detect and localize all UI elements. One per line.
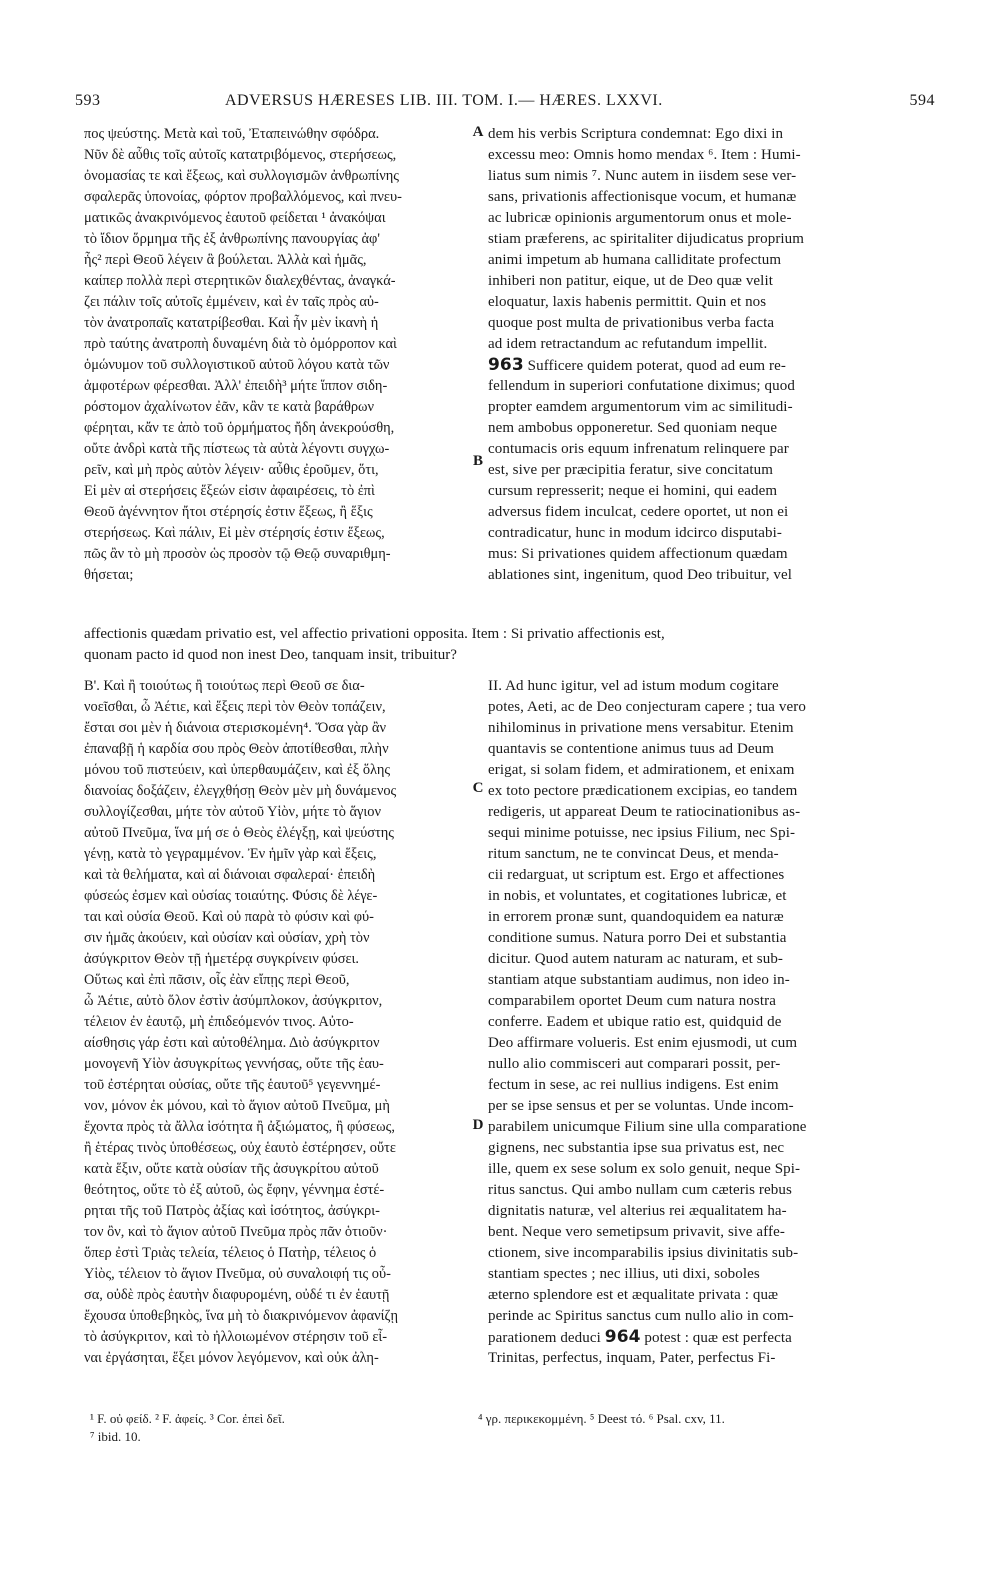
latin-text-line: fectum in sese, ac rei nullius indigens. Est enim [488, 1077, 779, 1093]
latin-text-line: liatus sum nimis ⁷. Nunc autem in iisdem sese ver- [488, 168, 797, 184]
latin-text-line: parationem deduci 964 potest : quæ est perfecta [488, 1327, 792, 1347]
greek-text-line: ζει πάλιν τοῖς αὐτοῖς ἐμμένειν, καὶ ἐν ταῖς πρὸς αὐ- [84, 294, 379, 310]
latin-text-line: conferre. Eadem et ubique ratio est, quidquid de [488, 1014, 782, 1030]
latin-text-line: stantiam spectes ; nec illius, uti dixi, soboles [488, 1266, 760, 1282]
greek-text-line: Εἰ μὲν αἱ στερήσεις ἕξεών εἰσιν ἀφαιρέσεις, τὸ ἐπὶ [84, 483, 375, 499]
greek-text-line: Β'. Καὶ ἢ τοιούτως ἢ τοιούτως περὶ Θεοῦ σε δια- [84, 678, 365, 694]
latin-text-line: propter eamdem argumentorum vim ac similitudi- [488, 399, 793, 415]
greek-text-line: Υἱὸς, τέλειον τὸ ἅγιον Πνεῦμα, οὐ συναλοιφή τις οὖ- [84, 1266, 391, 1282]
greek-text-line: αὐτοῦ Πνεῦμα, ἵνα μή σε ὁ Θεὸς ἐλέγξῃ, καὶ ψεύστης [84, 825, 394, 841]
greek-text-line: νον, μόνον ἐκ μόνου, καὶ τὸ ἅγιον αὐτοῦ Πνεῦμα, μὴ [84, 1098, 390, 1114]
latin-text-line: in errorem pronæ sunt, quandoquidem ea naturæ [488, 909, 784, 925]
greek-text-line: ἔσται σοι μὲν ἡ διάνοια στερισκομένη⁴. Ὅσα γὰρ ἂν [84, 720, 386, 736]
latin-text-line: quoque post multa de privationibus verba facta [488, 315, 775, 331]
greek-text-line: τοῦ ἐστέρηται οὐσίας, οὔτε τῆς ἑαυτοῦ⁵ γεγεννημέ- [84, 1077, 381, 1093]
edition-page-marker: 964 [604, 1327, 641, 1347]
latin-text-line: dignitatis naturæ, vel alterius rei æqualitatem ha- [488, 1203, 787, 1219]
page-number-right: 594 [909, 92, 935, 109]
section-marker-a: A [472, 124, 484, 140]
greek-text-line: μονογενῆ Υἱὸν ἀσυγκρίτως γεννήσας, οὔτε τῆς ἑαυ- [84, 1056, 384, 1072]
latin-text-line: II. Ad hunc igitur, vel ad istum modum cogitare [488, 678, 779, 694]
latin-text-line: sans, privationis affectionisque vocum, et humanæ [488, 189, 797, 205]
greek-text-line: διανοίας δοξάζειν, ἐλεγχθήσῃ Θεὸν μὲν μὴ δυνάμενος [84, 783, 397, 799]
section-marker-d: D [472, 1117, 484, 1133]
section-marker-b: B [472, 453, 483, 469]
greek-text-line: μόνου τοῦ πιστεύειν, καὶ ὑπερθαυμάζειν, καὶ ἐξ ὅλης [84, 762, 391, 778]
latin-text-line: inhiberi non patitur, eique, ut de Deo quæ velit [488, 273, 773, 289]
latin-text-line: Deo affirmare volueris. Est enim ejusmodi, ut cum [488, 1035, 798, 1051]
latin-text-line: animi impetum ab humana calliditate profectum [488, 252, 782, 268]
latin-text-line: ille, quem ex sese solum ex solo genuit, neque Spi- [488, 1161, 801, 1177]
running-title: ADVERSUS HÆRESES LIB. III. TOM. I.— HÆRES. LXXVI. [225, 92, 663, 109]
greek-text-line: ὀνομασίας τε καὶ ἕξεως, καὶ συλλογισμῶν ἀνθρωπίνης [84, 168, 399, 184]
latin-text-line: quantavis se contentione animus tuus ad Deum [488, 741, 775, 757]
greek-text-line: ἔχοντα πρὸς τὰ ἄλλα ἰσότητα ἢ ἀξιώματος, ἢ φύσεως, [84, 1119, 395, 1135]
greek-text-line: γένῃ, κατὰ τὸ γεγραμμένον. Ἐν ἡμῖν γὰρ καὶ ἕξεις, [84, 846, 377, 862]
greek-text-line: τὸ ἴδιον ὅρμημα τῆς ἐξ ἀνθρωπίνης πανουργίας ἀφ' [84, 231, 380, 247]
greek-text-line: πῶς ἂν τὸ μὴ προσὸν ὡς προσὸν τῷ Θεῷ συναριθμη- [84, 546, 391, 562]
latin-column-top [488, 124, 940, 586]
latin-text-line: dem his verbis Scriptura condemnat: Ego dixi in [488, 126, 784, 142]
latin-text-line: erigat, si solam fidem, et admirationem, et enixam [488, 762, 795, 778]
latin-text-line: mus: Si privationes quidem affectionum quædam [488, 546, 788, 562]
latin-text-line: adversus fidem inculcat, cedere oportet, ut non ei [488, 504, 789, 520]
greek-text-line: πος ψεύστης. Μετὰ καὶ τοῦ, Ἐταπεινώθην σφόδρα. [84, 126, 380, 142]
greek-text-line: ὅπερ ἐστὶ Τριὰς τελεία, τέλειος ὁ Πατὴρ, τέλειος ὁ [84, 1245, 377, 1261]
greek-text-line: ρεῖν, καὶ μὴ πρὸς αὐτὸν λέγειν· αὖθις ἐροῦμεν, ὅτι, [84, 462, 379, 478]
greek-text-line: ἀμφοτέρων φέρεσθαι. Ἀλλ' ἐπειδὴ³ μήτε ἵππον σιδη- [84, 378, 388, 394]
greek-text-line: κατὰ ἕξιν, οὔτε κατὰ οὐσίαν τῆς ἀσυγκρίτου αὐτοῦ [84, 1161, 379, 1177]
greek-text-line: καὶ τὰ θελήματα, καὶ αἱ διάνοιαι σφαλεραί· ἐπειδὴ [84, 867, 376, 883]
greek-text-line: θεότητος, οὔτε τὸ ἐξ αὐτοῦ, ὡς ἔφην, γέννημα ἐστέ- [84, 1182, 385, 1198]
footnote-line: ¹ F. οὐ φείδ. ² F. ἀφείς. ³ Cor. ἐπεὶ δεῖ. [90, 1411, 285, 1426]
latin-column-bottom [488, 676, 940, 1369]
latin-text-line: ad idem retractandum ac refutandum impellit. [488, 336, 768, 352]
greek-text-line: ρόστομον ἀχαλίνωτον ἐᾶν, κἂν τε κατὰ βαράθρων [84, 399, 375, 415]
greek-text-line: Θεοῦ ἀγέννητον ἤτοι στέρησίς ἐστιν ἕξεως, ἢ ἕξις [84, 504, 373, 520]
greek-text-line: θήσεται; [84, 567, 134, 583]
greek-text-line: αίσθησις γάρ ἐστι καὶ αὐτοθέλημα. Διὸ ἀσύγκριτον [84, 1035, 380, 1051]
latin-text-line: perinde ac Spiritus sanctus cum nullo alio in com- [488, 1308, 794, 1324]
latin-text-line: parabilem unicumque Filium sine ulla comparatione [488, 1119, 807, 1135]
latin-text-line: fellendum in superiori confutatione diximus; quod [488, 378, 795, 394]
latin-text-line: bent. Neque vero semetipsum privavit, sive affe- [488, 1224, 785, 1240]
latin-text-line: ex toto pectore prædicationem excipias, eo tandem [488, 783, 798, 799]
greek-text-line: ἢ ἑτέρας τινὸς ὑποθέσεως, οὐχ ἑαυτὸ ἐστέρησεν, οὔτε [84, 1140, 396, 1156]
greek-column-bottom [84, 676, 472, 1369]
latin-text-line: sequi minime potuisse, nec ipsius Filium, nec Spi- [488, 825, 796, 841]
latin-text-line: affectionis quædam privatio est, vel affectio privationi opposita. Item : Si privatio affectionis est, [84, 626, 665, 642]
latin-text-line: per se ipse sensus et per se voluntas. Unde incom- [488, 1098, 794, 1114]
latin-text-line: nem ambobus opponeretur. Sed quoniam neque [488, 420, 778, 436]
greek-text-line: οὔτε ἀνδρὶ κατὰ τῆς πίστεως τὰ αὐτὰ λέγοντι συγχω- [84, 441, 390, 457]
latin-text-line: excessu meo: Omnis homo mendax ⁶. Item : Humi- [488, 147, 801, 163]
greek-text-line: φύσεώς ἐσμεν καὶ οὐσίας τοιαύτης. Φύσις δὲ λέγε- [84, 888, 378, 904]
latin-text-line: est, sive per præcipitia feratur, sive concitatum [488, 462, 774, 478]
greek-text-line: σφαλερᾶς ὑπονοίας, φόρτον προβαλλόμενος, καὶ πνευ- [84, 189, 402, 205]
page-number-left: 593 [75, 92, 101, 109]
latin-text-line: contradicatur, hunc in modum idcirco disputabi- [488, 525, 783, 541]
greek-text-line: φέρηται, κἄν τε ἀπὸ τοῦ ὁρμήματος ἤδη ἀνεκρούσθη, [84, 420, 395, 436]
latin-text-line: contumacis oris equum infrenatum relinquere par [488, 441, 789, 457]
latin-text-line: comparabilem oportet Deum cum natura nostra [488, 993, 776, 1009]
greek-text-line: σιν ἡμᾶς ἀκούειν, καὶ οὐσίαν καὶ οὐσίαν, χρὴ τὸν [84, 930, 370, 946]
latin-text-line: potes, Aeti, ac de Deo conjecturam capere ; tua vero [488, 699, 806, 715]
full-width-latin-text [84, 624, 940, 666]
greek-text-line: στερήσεως. Καὶ πάλιν, Εἰ μὲν στέρησίς ἐστιν ἕξεως, [84, 525, 385, 541]
latin-text-line: cursum represserit; neque ei homini, qui eadem [488, 483, 778, 499]
latin-text-line: Trinitas, perfectus, inquam, Pater, perfectus Fi- [488, 1350, 776, 1366]
greek-text-line: ναι ἐργάσηται, ἕξει μόνον λεγόμενον, καὶ οὐκ ἀλη- [84, 1350, 379, 1366]
greek-text-line: ἧς² περὶ Θεοῦ λέγειν ἃ βούλεται. Ἀλλὰ καὶ ἡμᾶς, [84, 252, 367, 268]
latin-text-line: ritus sanctus. Qui ambo nullam cum cæteris rebus [488, 1182, 792, 1198]
latin-text-line: conditione sumus. Natura porro Dei et substantia [488, 930, 787, 946]
greek-text-line: τέλειον ἐν ἑαυτῷ, μὴ ἐπιδεόμενόν τινος. Αὐτο- [84, 1014, 354, 1030]
greek-text-line: ματικῶς ἀνακρινόμενος ἑαυτοῦ φείδεται ¹ ἀνακόψαι [84, 210, 386, 226]
latin-text-line: eloquatur, laxis habenis permittit. Quin et nos [488, 294, 767, 310]
greek-text-line: ται καὶ οὐσία Θεοῦ. Καὶ οὐ παρὰ τὸ φύσιν καὶ φύ- [84, 909, 374, 925]
latin-text-line: nihilominus in privatione mens versabitur. Etenim [488, 720, 794, 736]
latin-text-line: redigeris, ut appareat Deum te ratiocinationibus as- [488, 804, 801, 820]
greek-text-line: Οὕτως καὶ ἐπὶ πᾶσιν, οἷς ἐὰν εἴπῃς περὶ Θεοῦ, [84, 972, 350, 988]
greek-text-line: ὁμώνυμον τοῦ συλλογιστικοῦ αὐτοῦ λόγου κατὰ τῶν [84, 357, 390, 373]
footnote-line: ⁴ γρ. περικεκομμένη. ⁵ Deest τό. ⁶ Psal. cxv, 11. [478, 1411, 725, 1426]
latin-text-line: in nobis, et voluntates, et cogitationes lubricæ, et [488, 888, 787, 904]
latin-text-line: stantiam atque substantiam audimus, non ideo in- [488, 972, 790, 988]
greek-text-line: καίπερ πολλὰ περὶ στερητικῶν διαλεχθέντας, ἀναγκά- [84, 273, 396, 289]
greek-text-line: τὸν ἀνατροπαῖς κατατρίβεσθαι. Καὶ ἦν μὲν ἱκανὴ ἡ [84, 315, 379, 331]
running-header [75, 92, 935, 116]
greek-text-line: συλλογίζεσθαι, μήτε τὸν αὐτοῦ Υἱὸν, μήτε τὸ ἅγιον [84, 804, 381, 820]
greek-text-line: πρὸ ταύτης ἀνατροπὴ δυναμένη διὰ τὸ ὁμόρροπον καὶ [84, 336, 397, 352]
greek-text-line: ὦ Ἀέτιε, αὐτὸ ὅλον ἐστὶν ἀσύμπλοκον, ἀσύγκριτον, [84, 993, 383, 1009]
latin-text-line: æterno splendore est et æqualitate privata : quæ [488, 1287, 779, 1303]
greek-text-line: ἔχουσα ὑποθεβηκὸς, ἵνα μὴ τὸ διακρινόμενον ἀφανίζῃ [84, 1308, 398, 1324]
latin-text-line: cii redarguat, ut scriptum est. Ergo et affectiones [488, 867, 785, 883]
latin-text-line: gignens, nec substantia ipse sua privatus est, nec [488, 1140, 785, 1156]
greek-text-line: τὸ ἀσύγκριτον, καὶ τὸ ἠλλοιωμένον στέρησιν τοῦ εἶ- [84, 1329, 388, 1345]
latin-text-line: 963 Sufficere quidem poterat, quod ad eum re- [488, 355, 786, 375]
latin-text-line: ritum sanctum, ne te convincat Deus, et menda- [488, 846, 779, 862]
footnote-line: ⁷ ibid. 10. [90, 1429, 141, 1444]
greek-text-line: ἐπαναβῇ ἡ καρδία σου πρὸς Θεὸν ἀποτίθεσθαι, πλὴν [84, 741, 389, 757]
footnotes-right [478, 1410, 938, 1428]
latin-text-line: stiam præferens, ac spiritaliter dijudicatus proprium [488, 231, 805, 247]
greek-column-top [84, 124, 472, 586]
greek-text-line: Νῦν δὲ αὖθις τοῖς αὐτοῖς κατατριβόμενος, στερήσεως, [84, 147, 397, 163]
greek-text-line: σα, οὐδὲ πρὸς ἑαυτὴν διαφυρομένη, οὐδέ τι ἐν ἑαυτῇ [84, 1287, 390, 1303]
section-marker-c: C [472, 780, 484, 796]
latin-text-line: ac lubricæ opinionis argumentorum onus et mole- [488, 210, 792, 226]
greek-text-line: ἀσύγκριτον Θεὸν τῇ ἡμετέρᾳ συγκρίνειν φύσει. [84, 951, 360, 967]
latin-text-line: quonam pacto id quod non inest Deo, tanquam insit, tribuitur? [84, 647, 457, 663]
greek-text-line: νοεῖσθαι, ὦ Ἀέτιε, καὶ ἕξεις περὶ τὸν Θεὸν τοπάζειν, [84, 699, 386, 715]
edition-page-marker: 963 [488, 355, 524, 375]
footnotes-left [90, 1410, 470, 1446]
greek-text-line: τον ὂν, καὶ τὸ ἅγιον αὐτοῦ Πνεῦμα πρὸς πᾶν ὁτιοῦν· [84, 1224, 388, 1240]
latin-text-line: dicitur. Quod autem naturam ac naturam, et sub- [488, 951, 784, 967]
greek-text-line: ρηται τῆς τοῦ Πατρὸς ἀξίας καὶ ἰσότητος, ἀσύγκρι- [84, 1203, 380, 1219]
latin-text-line: ablationes sint, ingenitum, quod Deo tribuitur, vel [488, 567, 793, 583]
latin-text-line: ctionem, sive incomparabilis ipsius divinitatis sub- [488, 1245, 799, 1261]
latin-text-line: nullo alio commisceri aut comparari possit, per- [488, 1056, 781, 1072]
